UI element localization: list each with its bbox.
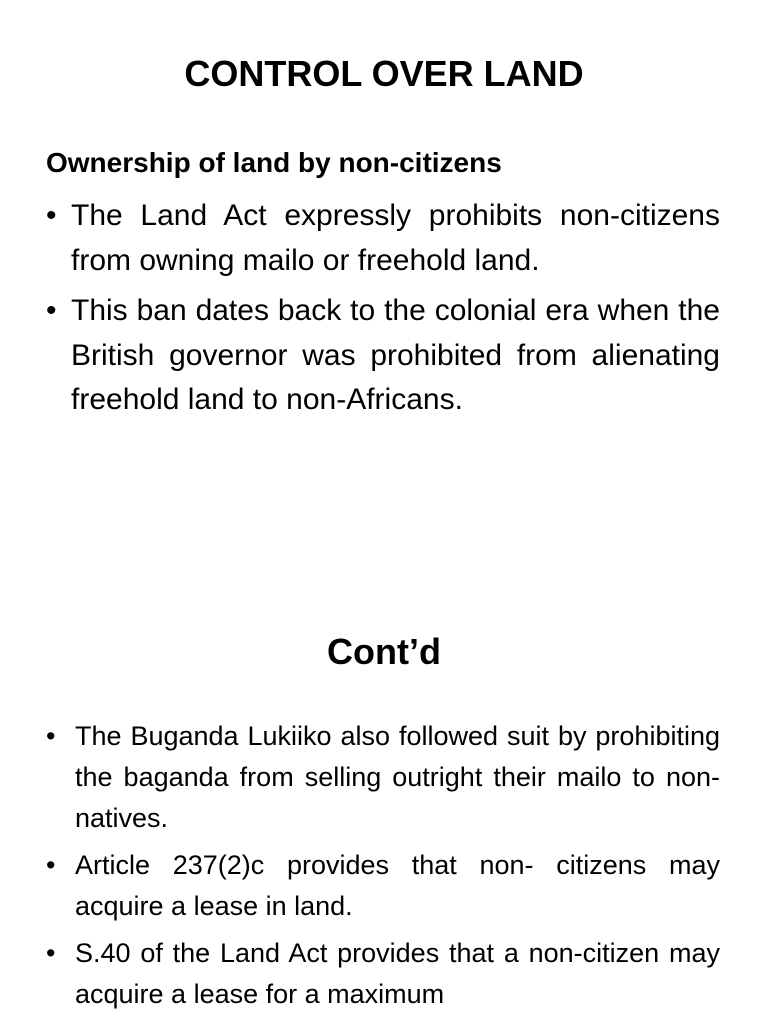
bullet-item [46,716,720,839]
bullet-item [46,933,720,1015]
bullet-icon: • [46,199,57,232]
bullet-text: This ban dates back to the colonial era when the British governor was prohibited from alienating freehold land to non-Africans. [71,294,720,416]
slide-subheading: Ownership of land by non-citizens [46,147,502,178]
bullet-item [46,289,720,423]
bullet-text: The Land Act expressly prohibits non-citizens from owning mailo or freehold land. [71,199,720,277]
bullet-icon: • [46,938,56,968]
bullet-item [46,845,720,927]
slide-title: Cont’d [327,631,441,672]
bullet-list [46,716,720,1021]
bullet-text: Article 237(2)c provides that non- citizens may acquire a lease in land. [75,850,720,921]
bullet-item [46,194,720,283]
bullet-icon: • [46,850,56,880]
bullet-icon: • [46,294,57,327]
bullet-text: S.40 of the Land Act provides that a non-citizen may acquire a lease for a maximum [75,938,720,1009]
slide-contd [0,570,768,1024]
bullet-list [46,194,720,429]
bullet-text: The Buganda Lukiiko also followed suit by prohibiting the baganda from selling outright their mailo to non-natives. [75,721,720,833]
slide-title: CONTROL OVER LAND [184,53,584,94]
bullet-icon: • [46,721,56,751]
